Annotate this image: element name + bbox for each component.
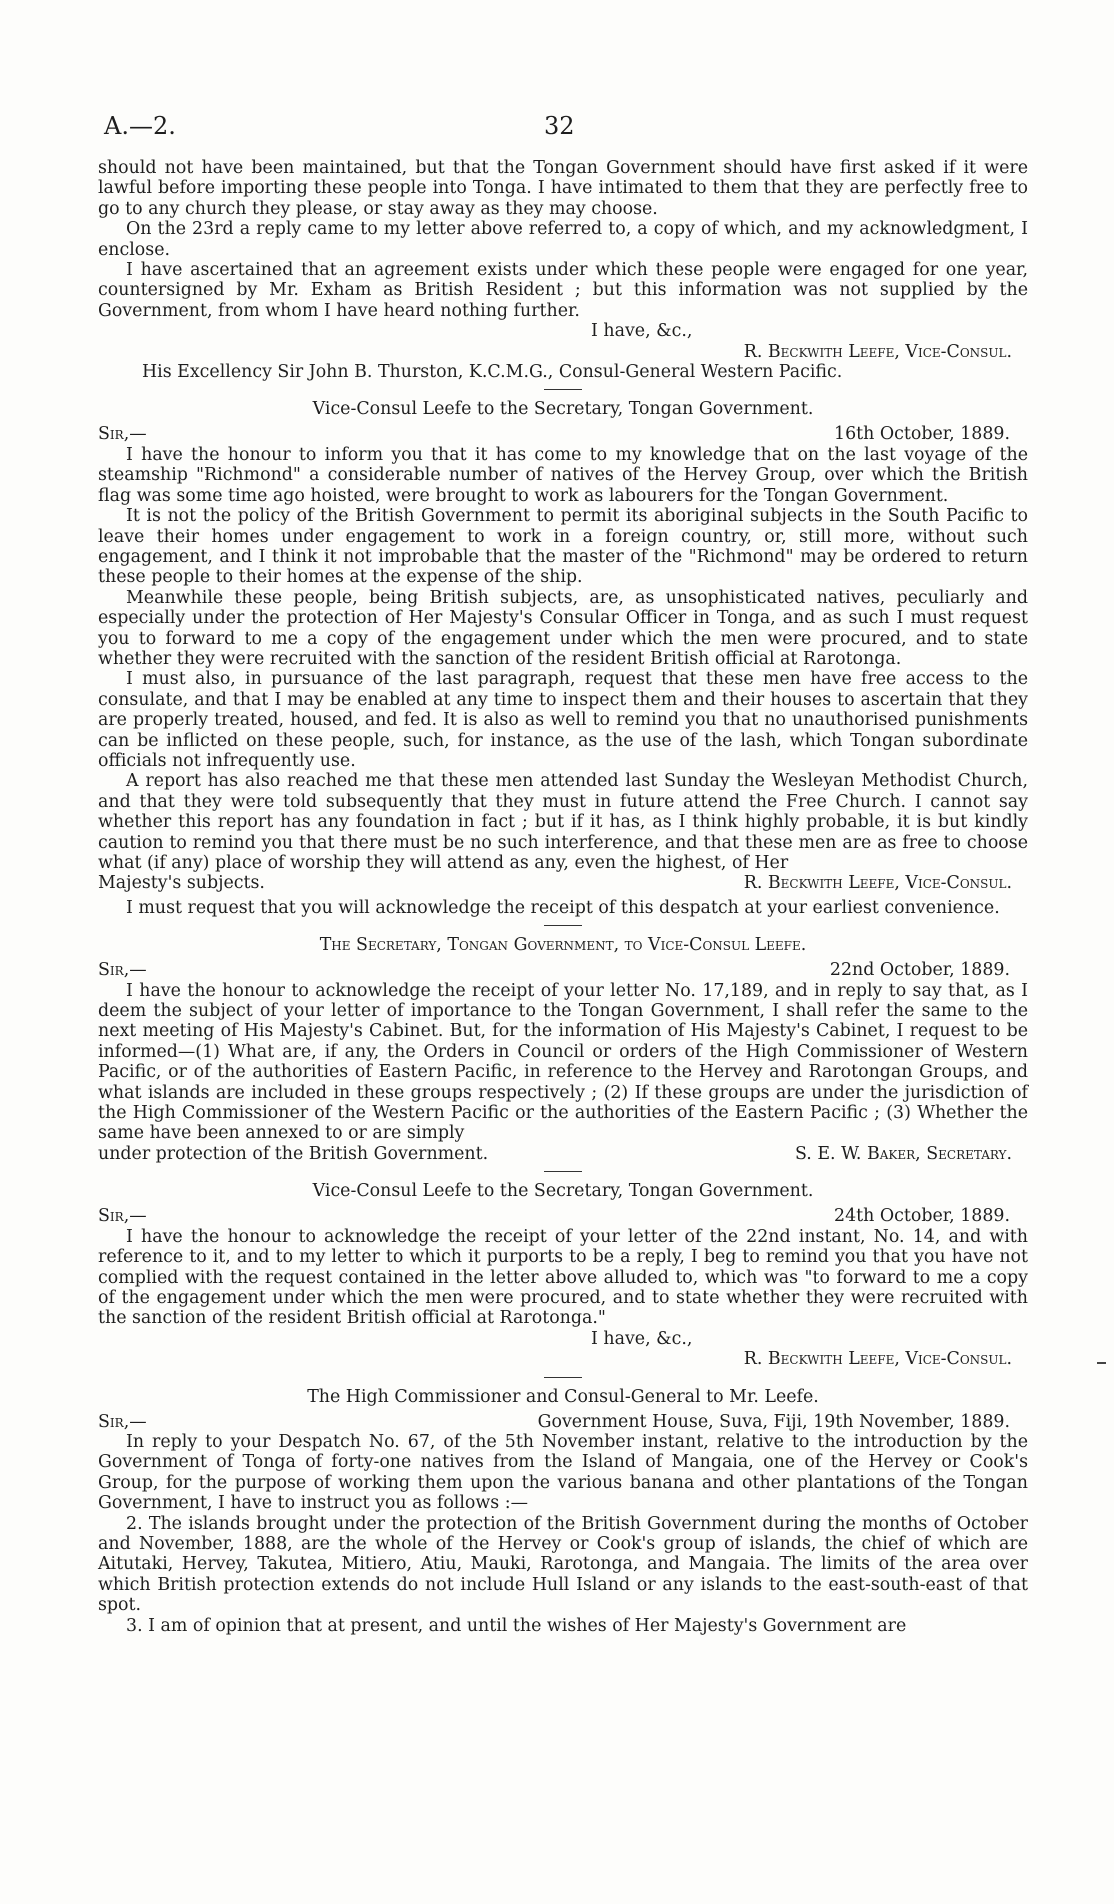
- letter1-paragraph: I must request that you will acknowledge the receipt of this despatch at your earliest convenience.: [126, 897, 1000, 918]
- letter1-paragraph: I must also, in pursuance of the last paragraph, request that these men have free access to the consulate, and that I may be enabled at any time to inspect them and their houses to ascertain that they are properly treated, housed, and fed. It is also as well to remind you that no unauthorised punishments can be inflicted on these people, such, for instance, as the use of the lash, which Tongan subordinate officials not infrequently use.: [98, 669, 1028, 771]
- letter2-date: 22nd October, 1889.: [829, 960, 1010, 981]
- opening-paragraph-2: On the 23rd a reply came to my letter above referred to, a copy of which, and my acknowledgment, I enclose.: [98, 219, 1028, 260]
- margin-mark: [1097, 1362, 1106, 1364]
- letter3-body: I have the honour to acknowledge the receipt of your letter of the 22nd instant, No. 14, and with reference to it, and to my letter to which it purports to be a reply, I beg to remind you that you have not complied with the request contained in the letter above alluded to, which was "to forward to me a copy of the engagement under which the men were procured, and to state whether they were recruited with the sanction of the resident British official at Rarotonga.": [98, 1226, 1028, 1329]
- letter2-signature: S. E. W. Baker, Secretary.: [794, 1143, 1012, 1164]
- document-reference: A.—2.: [104, 112, 176, 140]
- letter4-paragraph: In reply to your Despatch No. 67, of the 5th November instant, relative to the introduction by the Government of Tonga of forty-one natives from the Island of Mangaia, one of the Hervey or Cook's Group, for the purpose of working them upon the various banana and other plantations of the Tongan Government, I have to instruct you as follows :—: [98, 1431, 1028, 1514]
- letter1-end-row: [98, 873, 1028, 893]
- letter3-title: Vice-Consul Leefe to the Secretary, Tongan Government.: [312, 1181, 814, 1202]
- section-divider: [544, 925, 582, 926]
- letter1-paragraph: Meanwhile these people, being British subjects, are, as unsophisticated natives, peculiarly and especially under the protection of Her Majesty's Consular Officer in Tonga, and as such I must request you to forward to me a copy of the engagement under which the men were procured, and to state whether they were recruited with the sanction of the resident British official at Rarotonga.: [98, 587, 1028, 669]
- section-divider: [544, 389, 582, 390]
- letter2-salutation-row: [98, 960, 1028, 980]
- letter4-paragraph: 2. The islands brought under the protection of the British Government during the months of October and November, 1888, are the whole of the Hervey or Cook's group of islands, the chief of which are Aitutaki, Hervey, Takutea, Mitiero, Atiu, Mauki, Rarotonga, and Mangaia. The limits of the area over which British protection extends do not include Hull Island or any islands to the east-south-east of that spot.: [98, 1513, 1028, 1616]
- letter4-salutation-row: [98, 1412, 1028, 1432]
- letter3-salutation: Sir,—: [98, 1206, 147, 1227]
- letter2-body-end: under protection of the British Government.: [98, 1143, 489, 1164]
- letter4-title: The High Commissioner and Consul-General to Mr. Leefe.: [307, 1386, 819, 1407]
- letter4-place-date: Government House, Suva, Fiji, 19th November, 1889.: [537, 1411, 1010, 1432]
- letter4-salutation: Sir,—: [98, 1411, 147, 1432]
- letter3-signature: R. Beckwith Leefe, Vice-Consul.: [743, 1349, 1012, 1370]
- letter1-paragraph-end: Majesty's subjects.: [98, 873, 265, 894]
- letter3-date: 24th October, 1889.: [834, 1206, 1010, 1227]
- letter1-signature: R. Beckwith Leefe, Vice-Consul.: [743, 873, 1012, 894]
- letter2-end-row: [98, 1144, 1028, 1164]
- opening-paragraph-3: I have ascertained that an agreement exists under which these people were engaged for one year, countersigned by Mr. Exham as British Resident ; but this information was not supplied by the Government, from whom I have heard nothing further.: [98, 260, 1028, 321]
- letter2-salutation: Sir,—: [98, 960, 147, 981]
- opening-signature: R. Beckwith Leefe, Vice-Consul.: [743, 341, 1012, 362]
- page-header: [98, 112, 1028, 158]
- section-divider: [544, 1171, 582, 1172]
- page: [98, 112, 1028, 1636]
- letter2-title: The Secretary, Tongan Government, to Vice-Consul Leefe.: [319, 935, 807, 956]
- letter1-title: Vice-Consul Leefe to the Secretary, Tongan Government.: [312, 399, 814, 420]
- letter1-salutation: Sir,—: [98, 424, 147, 445]
- letter1-paragraph: I have the honour to inform you that it has come to my knowledge that on the last voyage of the steamship "Richmond" a considerable number of natives of the Hervey Group, over which the British flag was some time ago hoisted, were brought to work as labourers for the Tongan Government.: [98, 444, 1028, 506]
- letter1-salutation-row: [98, 424, 1028, 444]
- letter3-salutation-row: [98, 1206, 1028, 1226]
- letter1-date: 16th October, 1889.: [834, 424, 1010, 445]
- opening-closing: I have, &c.,: [591, 321, 693, 342]
- letter4-paragraph: 3. I am of opinion that at present, and until the wishes of Her Majesty's Government are: [126, 1615, 907, 1636]
- opening-addressee: His Excellency Sir John B. Thurston, K.C.M.G., Consul-General Western Pacific.: [142, 362, 843, 383]
- section-divider: [544, 1377, 582, 1378]
- page-number: 32: [544, 112, 575, 140]
- letter1-paragraph: A report has also reached me that these men attended last Sunday the Wesleyan Methodist Church, and that they were told subsequently that they must in future attend the Free Church. I cannot say whether this report has any foundation in fact ; but if it has, as I think highly probable, it is but kindly caution to remind you that there must be no such interference, and that these men are as free to choose what (if any) place of worship they will attend as any, even the highest, of Her: [98, 771, 1028, 873]
- letter3-closing: I have, &c.,: [591, 1328, 693, 1349]
- opening-paragraph-1: should not have been maintained, but that the Tongan Government should have first asked if it were lawful before importing these people into Tonga. I have intimated to them that they are perfectly free to go to any church they please, or stay away as they may choose.: [98, 158, 1028, 219]
- letter2-body: I have the honour to acknowledge the receipt of your letter No. 17,189, and in reply to say that, as I deem the subject of your letter of importance to the Tongan Government, I shall refer the same to the next meeting of His Majesty's Cabinet. But, for the information of His Majesty's Cabinet, I request to be informed—(1) What are, if any, the Orders in Council or orders of the High Commissioner of Western Pacific, or of the authorities of Eastern Pacific, in reference to the Hervey and Rarotongan Groups, and what islands are included in these groups respectively ; (2) If these groups are under the jurisdiction of the High Commissioner of the Western Pacific or the authorities of the Eastern Pacific ; (3) Whether the same have been annexed to or are simply: [98, 980, 1028, 1144]
- letter1-paragraph: It is not the policy of the British Government to permit its aboriginal subjects in the South Pacific to leave their homes under engagement to work in a foreign country, or, still more, without such engagement, and I think it not improbable that the master of the "Richmond" may be ordered to return these people to their homes at the expense of the ship.: [98, 506, 1028, 588]
